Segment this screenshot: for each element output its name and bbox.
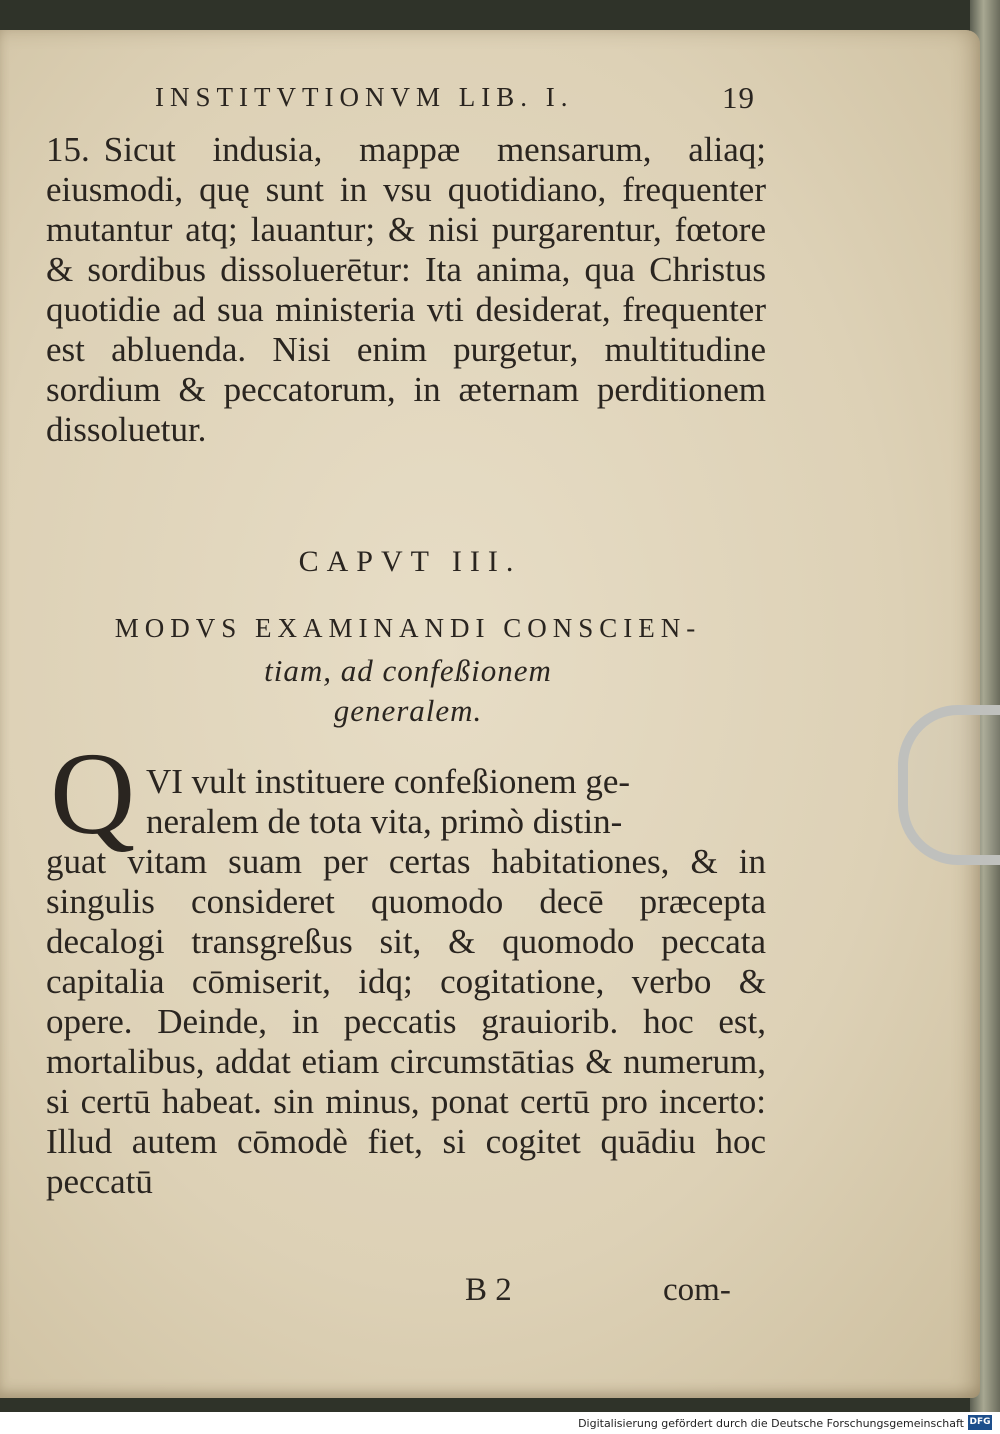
chapter-heading: CAPVT III. bbox=[298, 545, 522, 578]
paragraph-chapter-3 bbox=[46, 762, 766, 1202]
running-head: INSTITVTIONVM LIB. I. bbox=[155, 82, 574, 112]
chapter-title-line-2: tiam, ad confeßionem generalem. bbox=[264, 653, 552, 728]
paragraph-15 bbox=[46, 130, 766, 450]
paragraph-15-text: Sicut indusia, mappæ mensarum, aliaq; eiusmodi, quę sunt in vsu quotidiano, frequenter mutantur atq; lauantur; & nisi purgarentur, fœtore & sordibus dissoluerētur: Ita anima, qua Christus quotidie ad sua ministeria vti desiderat, frequenter est abluenda. Nisi enim purgetur, multitudine sordium & peccatorum, in æternam perditionem dissoluetur. bbox=[46, 130, 766, 449]
page-clip bbox=[898, 705, 1000, 865]
dfg-logo-icon: DFG bbox=[968, 1415, 992, 1430]
paragraph-number: 15. bbox=[46, 130, 90, 169]
page-number: 19 bbox=[722, 80, 755, 115]
paragraph-line-2: neralem de tota vita, primò distin- bbox=[146, 802, 623, 841]
chapter-title-line-1: MODVS EXAMINANDI CONSCIEN- bbox=[114, 613, 702, 643]
footer-bar bbox=[0, 1412, 1000, 1434]
funding-notice: Digitalisierung gefördert durch die Deutsche Forschungsgemeinschaft bbox=[578, 1417, 964, 1430]
chapter-title bbox=[48, 605, 768, 731]
signature-mark: B 2 bbox=[465, 1272, 512, 1308]
paragraph-line-1: VI vult instituere confeßionem ge- bbox=[146, 762, 631, 801]
drop-cap-letter: Q bbox=[50, 728, 136, 859]
catchword: com- bbox=[663, 1272, 731, 1308]
page-foot bbox=[465, 1272, 765, 1309]
paragraph-body: guat vitam suam per certas habitationes, & in singulis consideret quomodo decē præcepta decalogi transgreßus sit, & quomodo peccata capitalia cōmiserit, idq; cogitatione, verbo & opere. Deinde, in peccatis grauiorib. hoc est, mortalibus, addat etiam circumstātias & numerum, si certū habeat. sin minus, ponat certū pro incerto: Illud autem cōmodè fiet, si cogitet quādiu hoc peccatū bbox=[46, 842, 766, 1201]
